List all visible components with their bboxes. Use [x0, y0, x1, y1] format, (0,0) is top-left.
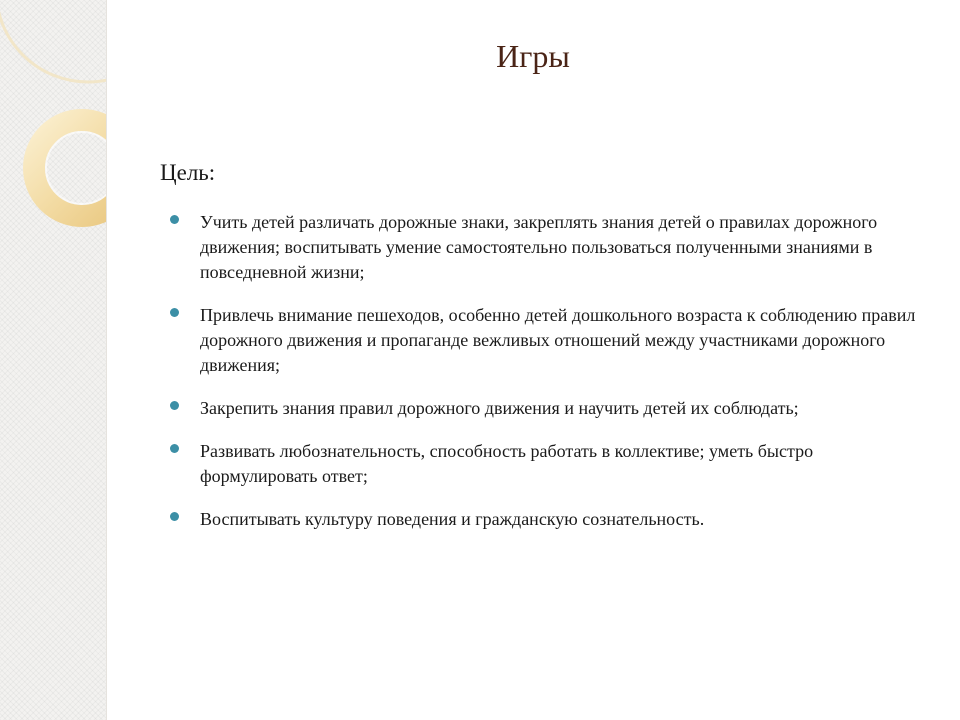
list-item [160, 396, 930, 421]
goals-list [160, 210, 930, 550]
list-item [160, 303, 930, 378]
goal-text: Развивать любознательность, способность работать в коллективе; уметь быстро формулировать ответ; [200, 441, 814, 486]
list-item [160, 210, 930, 285]
decorative-rings [0, 0, 106, 720]
bullet-dot-icon [170, 308, 179, 317]
bullet-dot-icon [170, 401, 179, 410]
slide-title: Игры [496, 38, 570, 74]
goal-label: Цель: [160, 160, 216, 185]
bullet-dot-icon [170, 512, 179, 521]
decorative-side-strip [0, 0, 107, 720]
list-item [160, 439, 930, 489]
goal-text: Учить детей различать дорожные знаки, закреплять знания детей о правилах дорожного движения; воспитывать умение самостоятельно пользоваться полученными знаниями в повседневной жизни; [200, 212, 878, 282]
bullet-dot-icon [170, 444, 179, 453]
ring-highlight [46, 132, 106, 204]
goal-text: Воспитывать культуру поведения и гражданскую сознательность. [200, 509, 705, 529]
bullet-dot-icon [170, 215, 179, 224]
goal-text: Закрепить знания правил дорожного движения и научить детей их соблюдать; [200, 398, 799, 418]
goal-text: Привлечь внимание пешеходов, особенно детей дошкольного возраста к соблюдению правил дорожного движения и пропаганде вежливых отношений между участниками дорожного движения; [200, 305, 916, 375]
list-item [160, 507, 930, 532]
thin-arc-ring [0, 0, 106, 82]
